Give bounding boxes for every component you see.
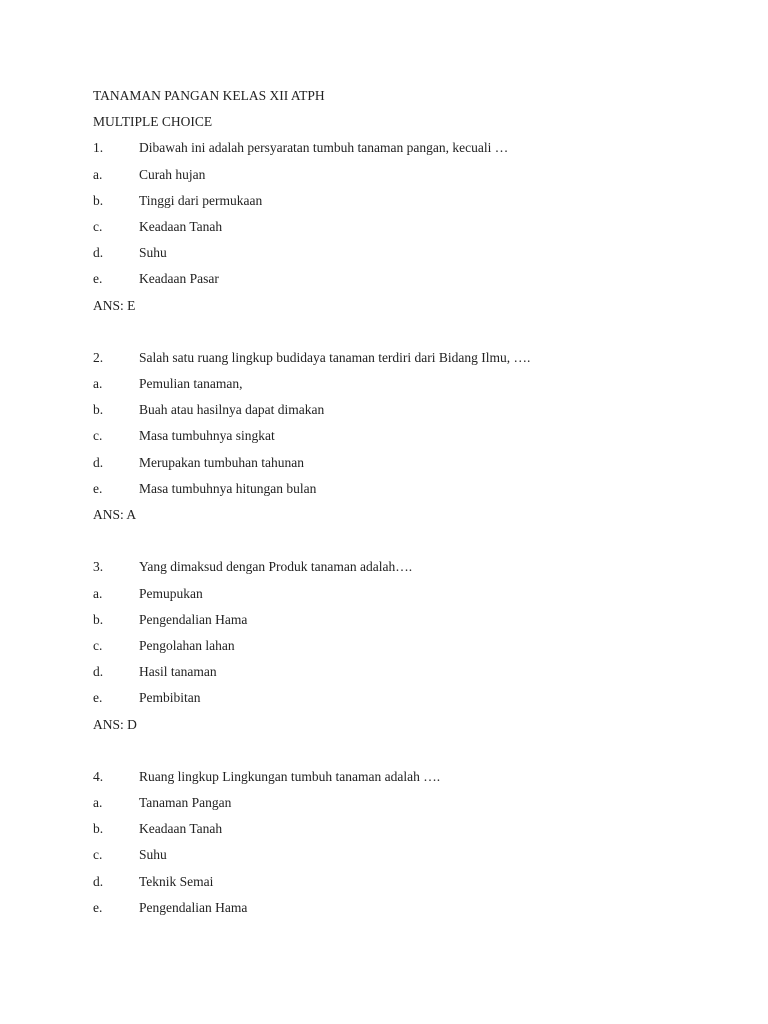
- option-text: Suhu: [139, 847, 167, 863]
- option-text: Tinggi dari permukaan: [139, 192, 263, 208]
- answer-line: [93, 505, 733, 531]
- option-letter: c.: [93, 218, 103, 234]
- blank-line: [93, 741, 733, 767]
- option-line: [93, 269, 733, 295]
- option-line: [93, 636, 733, 662]
- document-page: [93, 86, 733, 924]
- answer-line: [93, 296, 733, 322]
- option-letter: a.: [93, 585, 103, 601]
- option-text: Pengolahan lahan: [139, 637, 235, 653]
- option-text: Pembibitan: [139, 690, 201, 706]
- question-text: Ruang lingkup Lingkungan tumbuh tanaman adalah ….: [139, 768, 441, 784]
- option-letter: d.: [93, 245, 104, 261]
- question-number: 1.: [93, 140, 104, 156]
- option-text: Masa tumbuhnya hitungan bulan: [139, 480, 317, 496]
- option-text: Buah atau hasilnya dapat dimakan: [139, 402, 325, 418]
- option-text: Masa tumbuhnya singkat: [139, 428, 275, 444]
- option-letter: b.: [93, 192, 104, 208]
- option-line: [93, 400, 733, 426]
- option-letter: e.: [93, 480, 103, 496]
- option-line: [93, 688, 733, 714]
- option-line: [93, 243, 733, 269]
- option-text: Pemulian tanaman,: [139, 376, 243, 392]
- option-letter: c.: [93, 847, 103, 863]
- blank-line: [93, 531, 733, 557]
- question-line: [93, 138, 733, 164]
- option-text: Keadaan Pasar: [139, 271, 219, 287]
- question-text: Yang dimaksud dengan Produk tanaman adalah….: [139, 559, 413, 575]
- option-text: Teknik Semai: [139, 873, 214, 889]
- option-line: [93, 191, 733, 217]
- option-line: [93, 374, 733, 400]
- option-letter: e.: [93, 899, 103, 915]
- option-text: Keadaan Tanah: [139, 821, 223, 837]
- question-block: [93, 557, 733, 767]
- option-line: [93, 872, 733, 898]
- option-text: Pengendalian Hama: [139, 611, 248, 627]
- option-line: [93, 453, 733, 479]
- answer-text: ANS: D: [93, 716, 137, 732]
- option-letter: d.: [93, 873, 104, 889]
- option-letter: c.: [93, 428, 103, 444]
- section-heading-text: MULTIPLE CHOICE: [93, 114, 213, 130]
- option-letter: d.: [93, 664, 104, 680]
- document-title: [93, 86, 733, 112]
- option-text: Keadaan Tanah: [139, 218, 223, 234]
- option-line: [93, 479, 733, 505]
- question-text: Dibawah ini adalah persyaratan tumbuh tanaman pangan, kecuali …: [139, 140, 509, 156]
- option-line: [93, 584, 733, 610]
- answer-text: ANS: A: [93, 507, 137, 522]
- option-line: [93, 819, 733, 845]
- option-line: [93, 610, 733, 636]
- option-letter: a.: [93, 166, 103, 182]
- option-text: Curah hujan: [139, 166, 206, 182]
- option-text: Merupakan tumbuhan tahunan: [139, 454, 304, 470]
- question-block: [93, 138, 733, 348]
- option-text: Suhu: [139, 245, 167, 261]
- question-block: [93, 348, 733, 558]
- document-title-text: TANAMAN PANGAN KELAS XII ATPH: [93, 88, 325, 103]
- option-text: Tanaman Pangan: [139, 795, 232, 811]
- question-block: [93, 767, 733, 924]
- question-line: [93, 348, 733, 374]
- question-number: 2.: [93, 349, 104, 365]
- option-text: Hasil tanaman: [139, 664, 217, 680]
- answer-text: ANS: E: [93, 297, 136, 313]
- option-letter: a.: [93, 795, 103, 811]
- question-line: [93, 557, 733, 583]
- option-line: [93, 793, 733, 819]
- blank-line: [93, 322, 733, 348]
- question-text: Salah satu ruang lingkup budidaya tanaman terdiri dari Bidang Ilmu, ….: [139, 349, 531, 365]
- option-letter: a.: [93, 376, 103, 392]
- answer-line: [93, 715, 733, 741]
- option-text: Pengendalian Hama: [139, 899, 248, 915]
- option-line: [93, 662, 733, 688]
- question-list: [93, 138, 733, 924]
- option-letter: c.: [93, 637, 103, 653]
- question-number: 4.: [93, 768, 104, 784]
- option-letter: e.: [93, 271, 103, 287]
- option-line: [93, 898, 733, 924]
- option-line: [93, 845, 733, 871]
- question-number: 3.: [93, 559, 104, 575]
- question-line: [93, 767, 733, 793]
- option-line: [93, 217, 733, 243]
- option-line: [93, 426, 733, 452]
- option-line: [93, 165, 733, 191]
- option-text: Pemupukan: [139, 585, 203, 601]
- option-letter: b.: [93, 821, 104, 837]
- option-letter: b.: [93, 402, 104, 418]
- option-letter: d.: [93, 454, 104, 470]
- section-heading: [93, 112, 733, 138]
- option-letter: e.: [93, 690, 103, 706]
- option-letter: b.: [93, 611, 104, 627]
